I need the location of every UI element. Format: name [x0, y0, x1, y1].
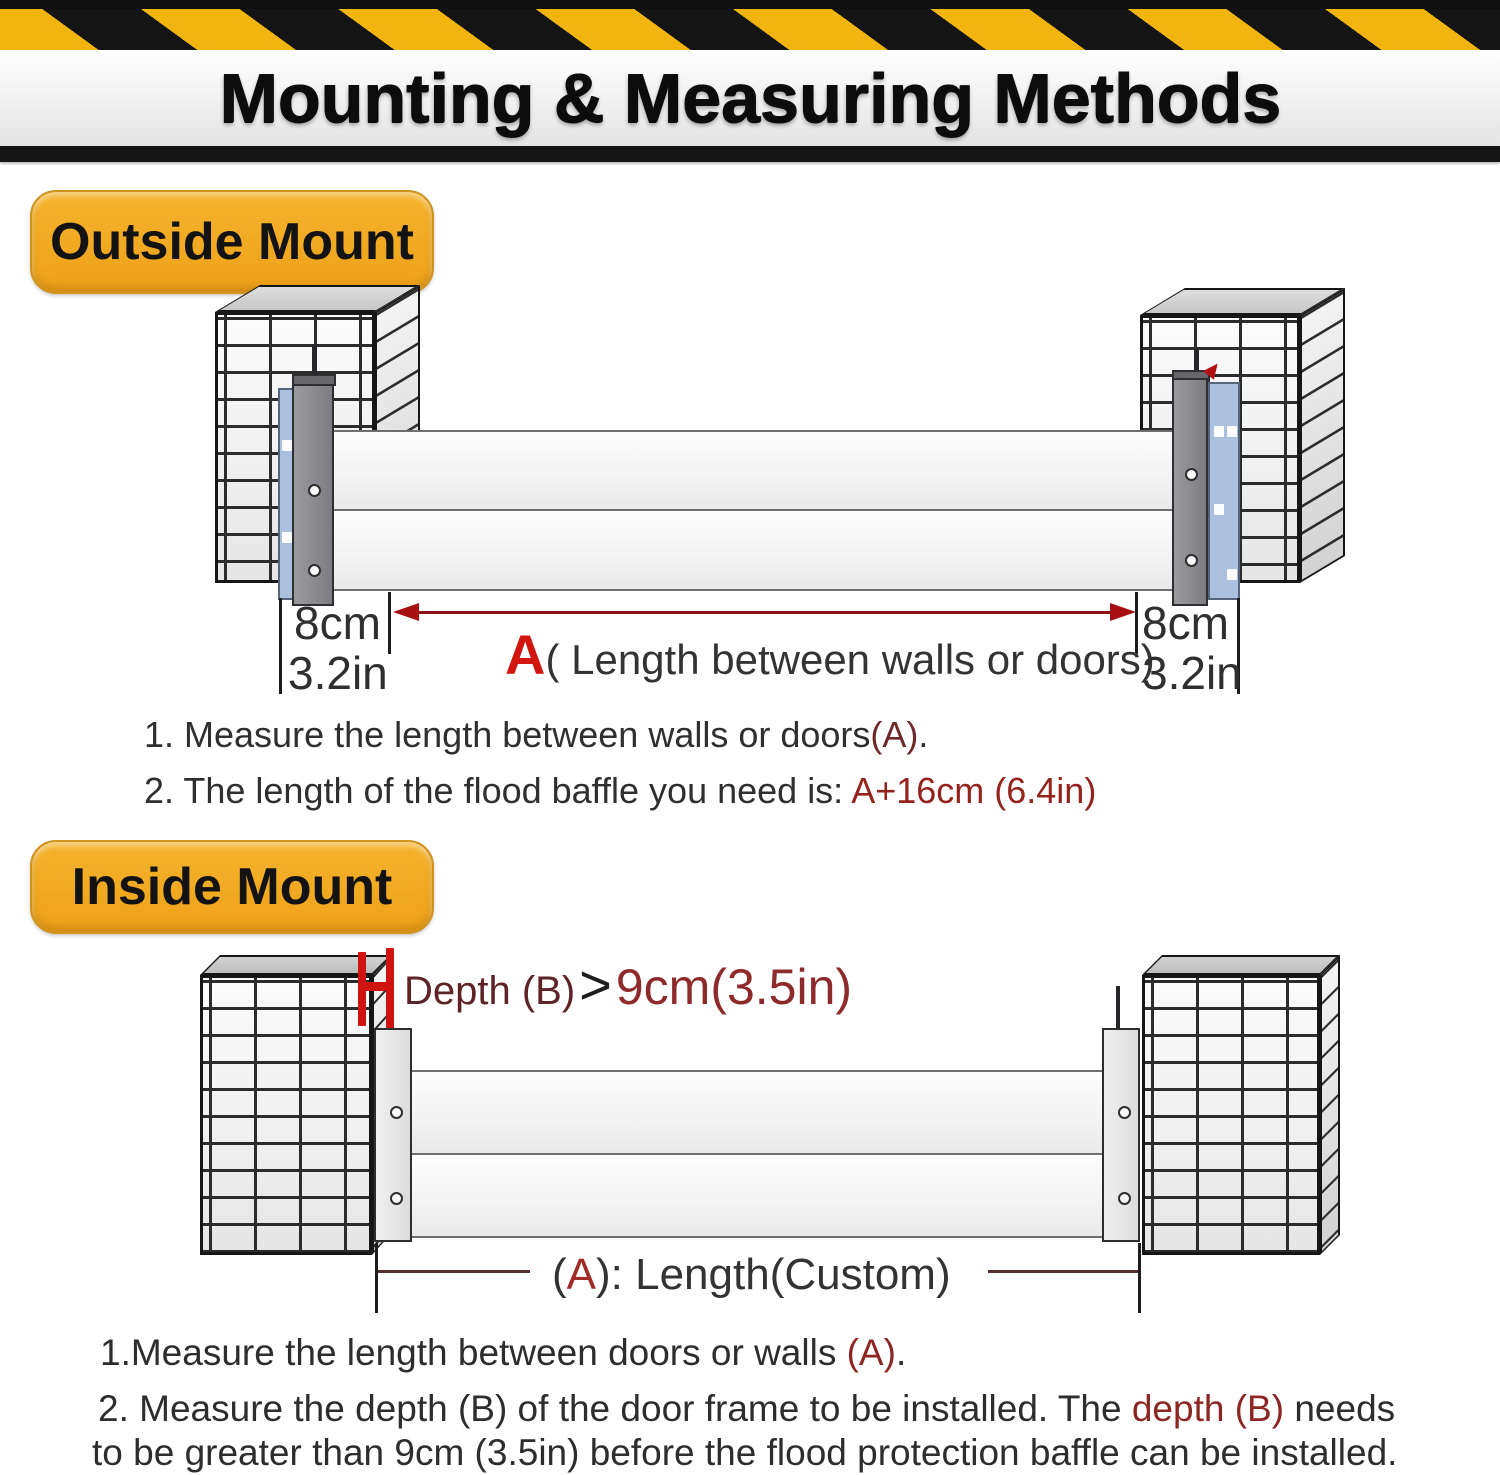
screw-icon	[1118, 1106, 1131, 1119]
inside-mount-badge-label: Inside Mount	[71, 858, 393, 916]
right-pillar-front-face	[1142, 975, 1320, 1255]
screw-icon	[1185, 554, 1198, 567]
length-dim-line-left	[378, 1270, 530, 1273]
dim-tick	[388, 592, 391, 654]
depth-b-label: Depth (B) > 9cm(3.5in)	[404, 953, 853, 1016]
length-between-walls-label: A ( Length between walls or doors)	[505, 623, 1155, 686]
right-pillar-top-face	[1142, 955, 1340, 975]
inside-mount-badge	[30, 840, 434, 934]
right-pillar-side-face	[1300, 288, 1345, 583]
left-pillar-front-face	[200, 975, 372, 1255]
dim-tick	[1138, 1243, 1141, 1313]
flood-baffle-panel-bottom	[332, 509, 1176, 591]
screw-icon	[308, 564, 321, 577]
right-mounting-channel	[1172, 378, 1208, 606]
arrow-right-icon	[1110, 603, 1136, 621]
flood-baffle-panel-bottom	[408, 1153, 1106, 1238]
dim-tick	[375, 1243, 378, 1313]
outside-mount-badge-label: Outside Mount	[50, 213, 414, 271]
screw-icon	[390, 1106, 403, 1119]
arrow-left-icon	[393, 603, 419, 621]
inside-step-2-line1: 2. Measure the depth (B) of the door frame to be installed. The depth (B) needs	[98, 1388, 1396, 1429]
screw-icon	[390, 1192, 403, 1205]
length-dim-line-right	[988, 1270, 1138, 1273]
depth-bracket-icon	[358, 982, 394, 991]
title-divider-bar	[0, 146, 1500, 162]
seal-notch	[1227, 426, 1237, 437]
right-pillar-side-face	[1320, 955, 1340, 1255]
right-plate-pin	[1116, 986, 1120, 1030]
left-mounting-plate	[374, 1028, 412, 1242]
outside-mount-badge	[30, 190, 434, 294]
right-offset-cm-label: 8cm	[1142, 597, 1229, 649]
inside-step-2-line2: to be greater than 9cm (3.5in) before the flood protection baffle can be installed.	[92, 1432, 1398, 1473]
right-mounting-plate	[1102, 1028, 1140, 1242]
seal-notch	[1227, 569, 1237, 580]
dim-tick	[279, 598, 282, 694]
outside-step-2: 2. The length of the flood baffle you need is: A+16cm (6.4in)	[144, 770, 1097, 811]
seal-notch	[282, 440, 292, 451]
seal-notch	[1214, 426, 1224, 437]
inside-step-1: 1.Measure the length between doors or walls (A).	[100, 1332, 907, 1373]
left-offset-in-label: 3.2in	[288, 647, 388, 699]
right-seal-strip	[1208, 382, 1240, 600]
title-band	[0, 50, 1500, 146]
left-offset-cm-label: 8cm	[294, 597, 381, 649]
screw-icon	[308, 484, 321, 497]
screw-icon	[1118, 1192, 1131, 1205]
dimension-a-letter: A	[505, 623, 546, 686]
seal-notch	[282, 532, 292, 543]
right-offset-in-label: 3.2in	[1142, 647, 1242, 699]
top-black-strip	[0, 0, 1500, 9]
seal-notch	[1214, 504, 1224, 515]
left-mounting-channel	[292, 384, 334, 606]
outside-step-1: 1. Measure the length between walls or doors(A).	[144, 714, 929, 755]
length-custom-label: (A): Length(Custom)	[552, 1250, 951, 1299]
flood-baffle-panel-top	[408, 1070, 1106, 1155]
hazard-stripe-banner	[0, 9, 1500, 50]
flood-baffle-panel-top	[332, 430, 1176, 511]
page-title: Mounting & Measuring Methods	[219, 59, 1281, 137]
screw-icon	[1185, 468, 1198, 481]
length-dimension-line	[402, 611, 1126, 614]
